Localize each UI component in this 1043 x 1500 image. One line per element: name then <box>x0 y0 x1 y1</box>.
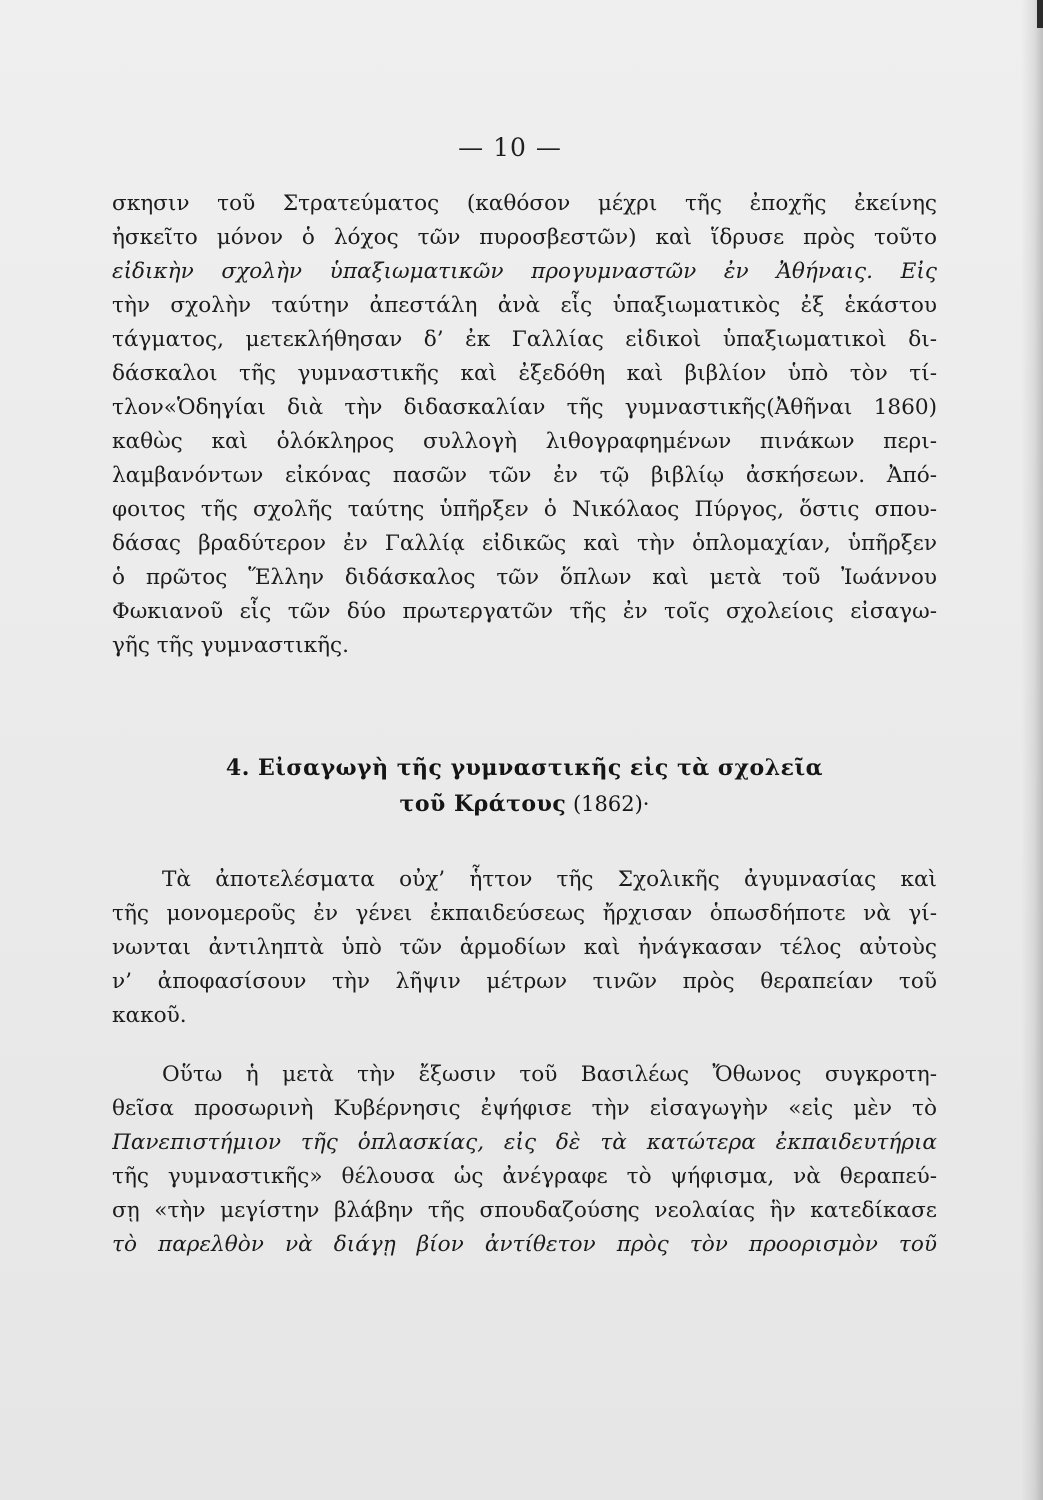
heading-line-1 <box>112 750 937 786</box>
text-line: Οὕτω ἡ μετὰ τὴν ἔξωσιν τοῦ Βασιλέως Ὄθωνος συγκροτη- <box>162 1062 937 1087</box>
text-line: γῆς τῆς γυμναστικῆς. <box>112 633 349 658</box>
text-line: τὴν σχολὴν ταύτην ἀπεστάλη ἀνὰ εἷς ὑπαξιωματικὸς ἐξ ἑκάστου <box>112 293 937 318</box>
text-line: δάσας βραδύτερον ἐν Γαλλίᾳ εἰδικῶς καὶ τὴν ὁπλομαχίαν, ὑπῆρξεν <box>112 531 937 556</box>
text-line: καθὼς καὶ ὁλόκληρος συλλογὴ λιθογραφημένων πινάκων περι- <box>112 429 937 454</box>
text-line: θεῖσα προσωρινὴ Κυβέρνησις ἐψήφισε τὴν εἰσαγωγὴν «εἰς μὲν τὸ <box>112 1096 937 1121</box>
section-heading <box>112 750 937 822</box>
text-line: νωνται ἀντιληπτὰ ὑπὸ τῶν ἁρμοδίων καὶ ἠνάγκασαν τέλος αὐτοὺς <box>112 935 937 960</box>
heading-title: 4. Εἰσαγωγὴ τῆς γυμναστικῆς εἰς τὰ σχολεῖα <box>225 755 824 781</box>
text-line: ἠσκεῖτο μόνον ὁ λόχος τῶν πυροσβεστῶν) καὶ ἵδρυσε πρὸς τοῦτο <box>112 225 937 250</box>
heading-title-continued: τοῦ Κράτους <box>399 791 567 817</box>
text-line: ὁ πρῶτος Ἕλλην διδάσκαλος τῶν ὅπλων καὶ μετὰ τοῦ Ἰωάννου <box>112 565 937 590</box>
paragraph-1 <box>112 187 937 663</box>
text-line: Φωκιανοῦ εἷς τῶν δύο πρωτεργατῶν τῆς ἐν τοῖς σχολείοις εἰσαγω- <box>112 599 937 624</box>
heading-line-2 <box>112 786 937 822</box>
text-line: σῃ «τὴν μεγίστην βλάβην τῆς σπουδαζούσης νεολαίας ἣν κατεδίκασε <box>112 1198 937 1223</box>
text-line: δάσκαλοι τῆς γυμναστικῆς καὶ ἐξεδόθη καὶ βιβλίον ὑπὸ τὸν τί- <box>112 361 937 386</box>
text-line: τῆς μονομεροῦς ἐν γένει ἐκπαιδεύσεως ἤρχισαν ὁπωσδήποτε νὰ γί- <box>112 901 937 926</box>
text-line: τὸ παρελθὸν νὰ διάγῃ βίον ἀντίθετον πρὸς τὸν προορισμὸν τοῦ <box>112 1232 937 1257</box>
text-line: εἰδικὴν σχολὴν ὑπαξιωματικῶν προγυμναστῶν ἐν Ἀθήναις. Εἰς <box>112 259 937 284</box>
heading-year: (1862)· <box>566 792 650 816</box>
text-line: ν’ ἀποφασίσουν τὴν λῆψιν μέτρων τινῶν πρὸς θεραπείαν τοῦ <box>112 969 937 994</box>
text-line: τῆς γυμναστικῆς» θέλουσα ὡς ἀνέγραφε τὸ ψήφισμα, νὰ θεραπεύ- <box>112 1164 937 1189</box>
text-line: σκησιν τοῦ Στρατεύματος (καθόσον μέχρι τῆς ἐποχῆς ἐκείνης <box>112 191 937 216</box>
page-edge-shadow <box>1021 0 1043 1500</box>
scan-corner-mark <box>1037 0 1043 28</box>
text-line: κακοῦ. <box>112 1003 187 1028</box>
text-line: φοιτος τῆς σχολῆς ταύτης ὑπῆρξεν ὁ Νικόλαος Πύργος, ὅστις σπου- <box>112 497 937 522</box>
text-line: λαμβανόντων εἰκόνας πασῶν τῶν ἐν τῷ βιβλίῳ ἀσκήσεων. Ἀπό- <box>112 463 937 488</box>
page-number: — 10 — <box>458 133 562 162</box>
paragraph-3 <box>112 1058 937 1262</box>
text-line: τάγματος, μετεκλήθησαν δ’ ἐκ Γαλλίας εἰδικοὶ ὑπαξιωματικοὶ δι- <box>112 327 937 352</box>
text-line: Τὰ ἀποτελέσματα οὐχ’ ἧττον τῆς Σχολικῆς ἀγυμνασίας καὶ <box>162 867 937 892</box>
text-line: Πανεπιστήμιον τῆς ὁπλασκίας, εἰς δὲ τὰ κατώτερα ἐκπαιδευτήρια <box>112 1130 937 1155</box>
text-line: τλον«Ὁδηγίαι διὰ τὴν διδασκαλίαν τῆς γυμναστικῆς(Ἀθῆναι 1860) <box>112 395 937 420</box>
paragraph-2 <box>112 863 937 1033</box>
